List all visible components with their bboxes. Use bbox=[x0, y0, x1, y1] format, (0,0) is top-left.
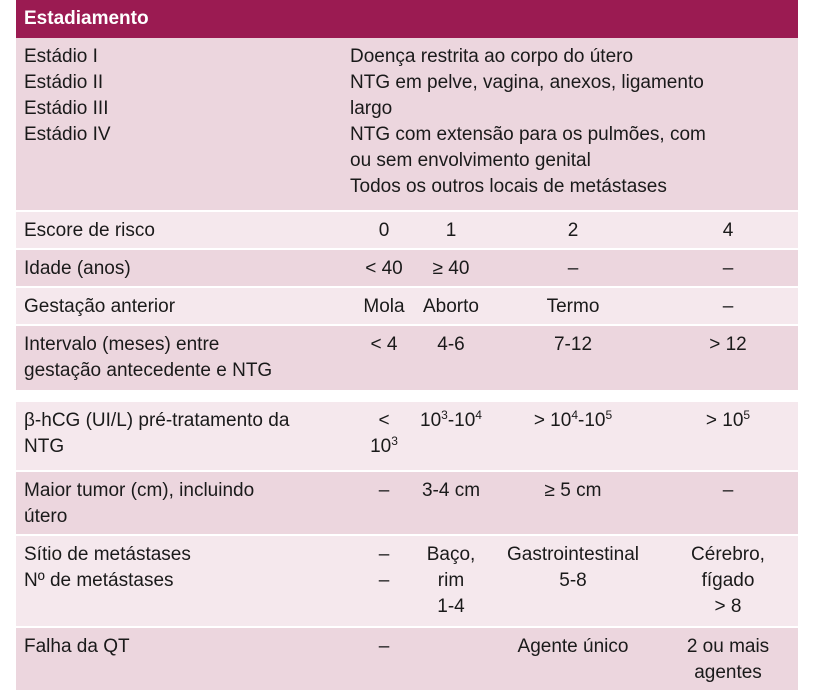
cell-exponent: 5 bbox=[743, 408, 751, 422]
stage-description: NTG em pelve, vagina, anexos, ligamento bbox=[350, 72, 704, 93]
stage-description: ou sem envolvimento genital bbox=[350, 150, 591, 171]
row-label-line: gestação antecedente e NTG bbox=[24, 360, 273, 381]
stage-item: Estádio I bbox=[24, 46, 98, 67]
cell-score-4: > 12 bbox=[709, 334, 747, 355]
cell-line: Baço, bbox=[426, 544, 476, 565]
stage-description: largo bbox=[350, 98, 393, 119]
table-title: Estadiamento bbox=[24, 8, 149, 29]
staging-table bbox=[16, 0, 798, 690]
table-row-hcg bbox=[16, 402, 798, 472]
score-4: 4 bbox=[722, 220, 734, 241]
table-row-idade bbox=[16, 250, 798, 288]
stage-descriptions bbox=[350, 38, 798, 210]
row-label bbox=[16, 536, 354, 626]
cell-score-2: 7-12 bbox=[553, 334, 593, 355]
cell-line: – bbox=[378, 570, 390, 591]
cell-base: 10 bbox=[370, 436, 392, 457]
cell-line: Gastrointestinal bbox=[506, 544, 639, 565]
table-row-tumor bbox=[16, 472, 798, 536]
row-label-line: NTG bbox=[24, 436, 65, 457]
cell-score-2 bbox=[488, 402, 658, 470]
stage-description: Doença restrita ao corpo do útero bbox=[350, 46, 634, 67]
cell-exponent: 3 bbox=[441, 408, 448, 422]
cell-line: 1-4 bbox=[437, 596, 465, 617]
cell-score-4: – bbox=[722, 296, 734, 317]
score-label: Escore de risco bbox=[24, 220, 155, 241]
table-row-falha bbox=[16, 628, 798, 690]
cell-line: agentes bbox=[694, 662, 762, 683]
score-1: 1 bbox=[445, 220, 457, 241]
cell-score-0: < 4 bbox=[370, 334, 398, 355]
cell-score-4: – bbox=[722, 258, 734, 279]
cell-line: > 8 bbox=[714, 596, 742, 617]
cell-base: 10 bbox=[420, 410, 442, 431]
cell-score-4 bbox=[658, 402, 798, 470]
stage-item: Estádio III bbox=[24, 98, 109, 119]
cell-score-1: Aborto bbox=[423, 296, 479, 317]
stage-item: Estádio II bbox=[24, 72, 104, 93]
cell-line: 2 ou mais bbox=[686, 636, 770, 657]
cell-score-0 bbox=[354, 536, 414, 626]
row-label bbox=[16, 326, 354, 390]
cell-score-0 bbox=[354, 402, 414, 470]
cell-score-2: Termo bbox=[546, 296, 600, 317]
cell-line: – bbox=[378, 544, 390, 565]
score-header-row bbox=[16, 212, 798, 250]
stage-list bbox=[16, 38, 350, 210]
row-label-line: Maior tumor (cm), incluindo bbox=[24, 480, 255, 501]
cell-line bbox=[354, 434, 414, 460]
row-label-line: Intervalo (meses) entre bbox=[24, 334, 220, 355]
table-row-sitio bbox=[16, 536, 798, 628]
row-label-line: Nº de metástases bbox=[24, 570, 174, 591]
table-row-intervalo bbox=[16, 326, 798, 392]
staging-row bbox=[16, 38, 798, 212]
cell-base: > 10 bbox=[533, 410, 572, 431]
stage-description: Todos os outros locais de metástases bbox=[350, 176, 667, 197]
cell-score-1: 4-6 bbox=[437, 334, 465, 355]
stage-description: NTG com extensão para os pulmões, com bbox=[350, 124, 706, 145]
cell-line: fígado bbox=[701, 570, 755, 591]
row-gap bbox=[16, 392, 798, 402]
cell-score-0: < 40 bbox=[365, 258, 403, 279]
row-label-line: útero bbox=[24, 506, 68, 527]
cell-sep: -10 bbox=[578, 410, 606, 431]
cell-line: Cérebro, bbox=[691, 544, 765, 565]
row-label: Gestação anterior bbox=[24, 296, 176, 317]
cell-score-2: Agente único bbox=[517, 636, 629, 657]
cell-line: < bbox=[378, 410, 390, 431]
cell-score-2: ≥ 5 cm bbox=[544, 480, 602, 501]
cell-line: 5-8 bbox=[559, 570, 587, 591]
cell-score-0: Mola bbox=[363, 296, 405, 317]
cell-score-1 bbox=[414, 536, 488, 626]
cell-score-2 bbox=[488, 536, 658, 626]
row-label bbox=[16, 472, 354, 534]
cell-exponent: 3 bbox=[391, 434, 398, 448]
cell-sep: -10 bbox=[447, 410, 476, 431]
row-label bbox=[16, 402, 354, 470]
cell-exponent: 4 bbox=[571, 408, 579, 422]
cell-score-1: 3-4 cm bbox=[421, 480, 481, 501]
cell-score-1 bbox=[414, 628, 488, 690]
cell-score-2: – bbox=[567, 258, 579, 279]
score-2: 2 bbox=[567, 220, 579, 241]
stage-item: Estádio IV bbox=[24, 124, 111, 145]
cell-exponent: 4 bbox=[475, 408, 482, 422]
table-row-gestacao bbox=[16, 288, 798, 326]
cell-score-1 bbox=[414, 402, 488, 470]
cell-score-4 bbox=[658, 536, 798, 626]
score-0: 0 bbox=[378, 220, 390, 241]
cell-score-4: – bbox=[722, 480, 734, 501]
cell-score-0: – bbox=[378, 480, 390, 501]
cell-line: rim bbox=[437, 570, 465, 591]
table-header bbox=[16, 0, 798, 38]
cell-exponent: 5 bbox=[605, 408, 613, 422]
row-label-line: β-hCG (UI/L) pré-tratamento da bbox=[24, 410, 290, 431]
cell-score-0: – bbox=[378, 636, 390, 657]
cell-score-4 bbox=[658, 628, 798, 690]
row-label-line: Sítio de metástases bbox=[24, 544, 191, 565]
row-label: Falha da QT bbox=[24, 636, 130, 657]
cell-base: > 10 bbox=[705, 410, 744, 431]
row-label: Idade (anos) bbox=[24, 258, 131, 279]
cell-score-1: ≥ 40 bbox=[432, 258, 470, 279]
